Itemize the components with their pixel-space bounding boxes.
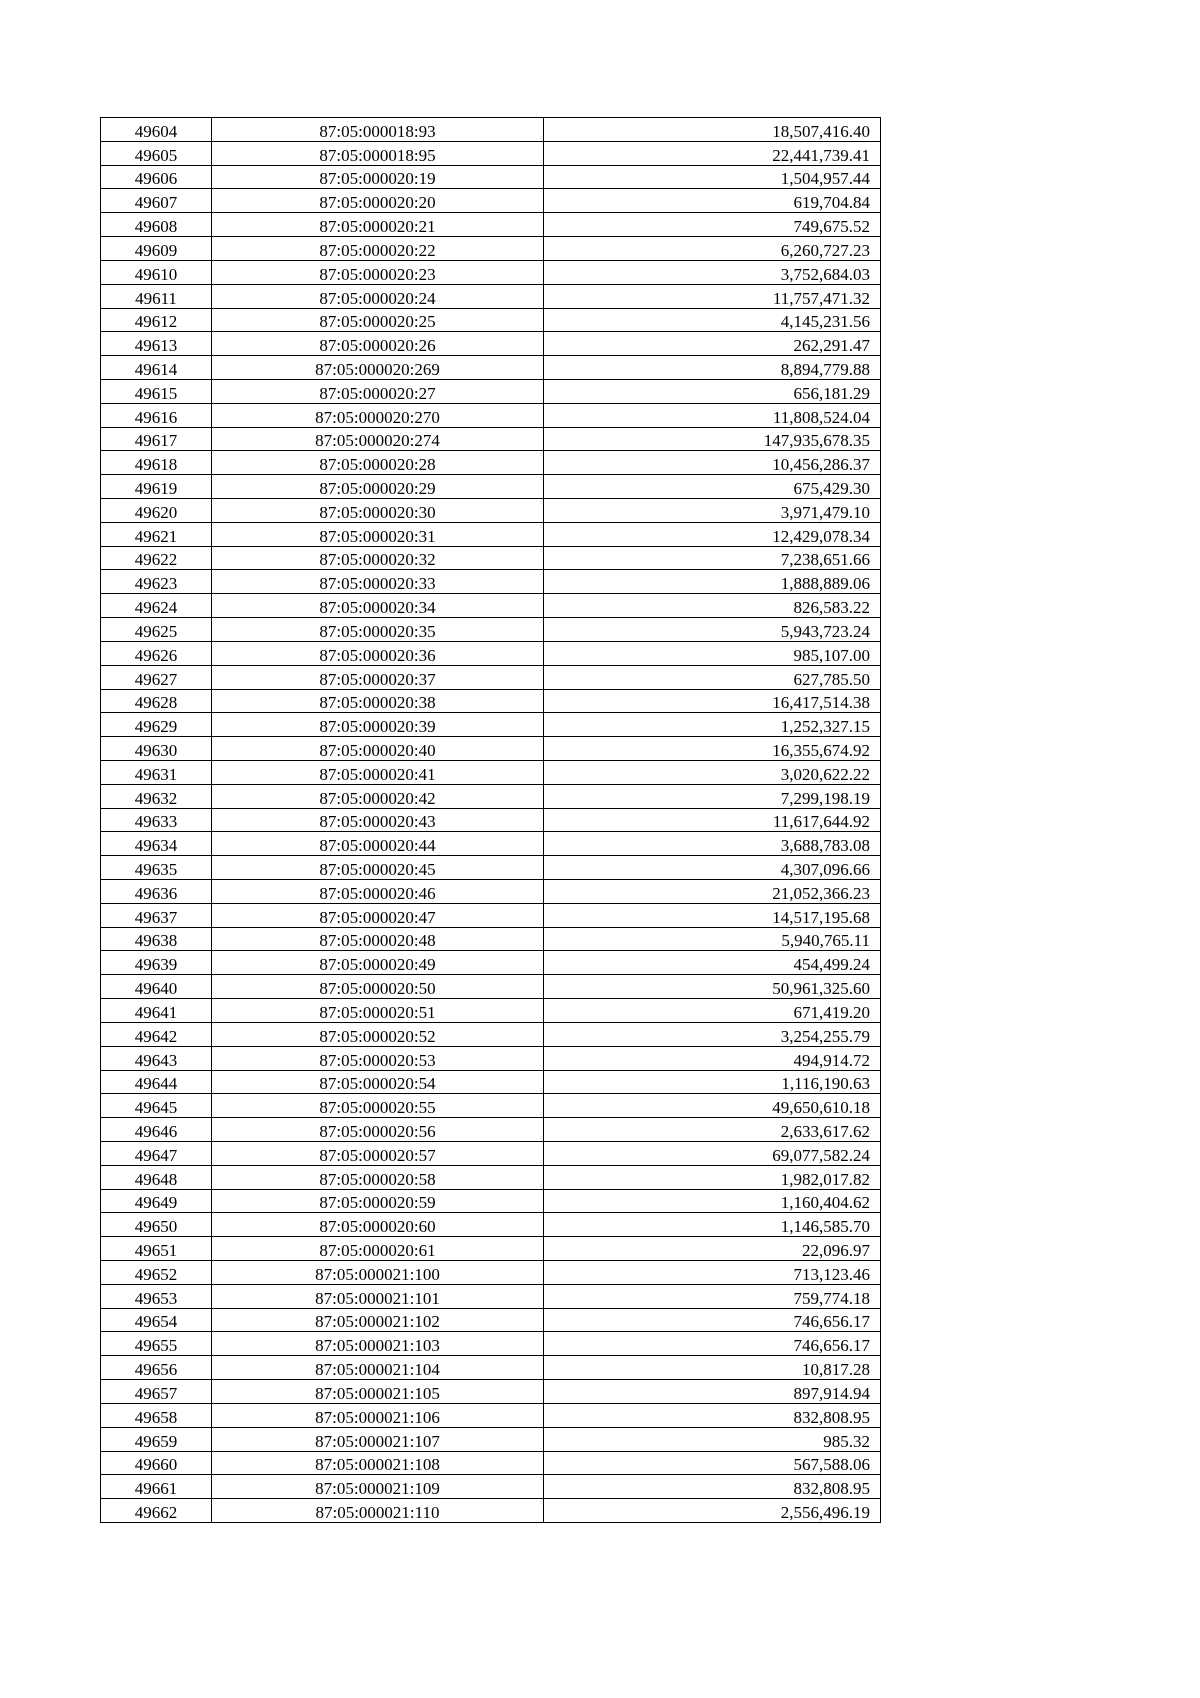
row-number-cell: 49605: [101, 141, 212, 165]
row-number-cell: 49629: [101, 713, 212, 737]
cadastral-value-cell: 16,355,674.92: [544, 737, 881, 761]
table-row: [101, 1308, 881, 1332]
table-row: [101, 1165, 881, 1189]
table-row: [101, 118, 881, 142]
cadastral-value-cell: 5,940,765.11: [544, 927, 881, 951]
row-number-cell: 49628: [101, 689, 212, 713]
cadastral-value-cell: 12,429,078.34: [544, 522, 881, 546]
cadastral-number-cell: 87:05:000020:53: [212, 1046, 544, 1070]
cadastral-value-cell: 4,307,096.66: [544, 856, 881, 880]
row-number-cell: 49654: [101, 1308, 212, 1332]
row-number-cell: 49640: [101, 975, 212, 999]
table-row: [101, 356, 881, 380]
row-number-cell: 49658: [101, 1403, 212, 1427]
row-number-cell: 49662: [101, 1499, 212, 1523]
row-number-cell: 49626: [101, 641, 212, 665]
table-row: [101, 808, 881, 832]
cadastral-value-cell: 11,808,524.04: [544, 403, 881, 427]
row-number-cell: 49623: [101, 570, 212, 594]
cadastral-number-cell: 87:05:000020:47: [212, 903, 544, 927]
table-row: [101, 760, 881, 784]
table-row: [101, 975, 881, 999]
cadastral-number-cell: 87:05:000020:24: [212, 284, 544, 308]
table-row: [101, 1451, 881, 1475]
row-number-cell: 49625: [101, 618, 212, 642]
table-row: [101, 618, 881, 642]
cadastral-value-cell: 14,517,195.68: [544, 903, 881, 927]
row-number-cell: 49613: [101, 332, 212, 356]
cadastral-number-cell: 87:05:000020:40: [212, 737, 544, 761]
table-row: [101, 284, 881, 308]
cadastral-number-cell: 87:05:000020:33: [212, 570, 544, 594]
cadastral-number-cell: 87:05:000020:59: [212, 1189, 544, 1213]
row-number-cell: 49642: [101, 1022, 212, 1046]
row-number-cell: 49645: [101, 1094, 212, 1118]
row-number-cell: 49618: [101, 451, 212, 475]
row-number-cell: 49647: [101, 1141, 212, 1165]
cadastral-value-cell: 1,504,957.44: [544, 165, 881, 189]
row-number-cell: 49632: [101, 784, 212, 808]
cadastral-value-cell: 1,160,404.62: [544, 1189, 881, 1213]
cadastral-number-cell: 87:05:000020:269: [212, 356, 544, 380]
cadastral-number-cell: 87:05:000020:25: [212, 308, 544, 332]
cadastral-value-cell: 671,419.20: [544, 999, 881, 1023]
cadastral-value-cell: 826,583.22: [544, 594, 881, 618]
row-number-cell: 49652: [101, 1261, 212, 1285]
row-number-cell: 49612: [101, 308, 212, 332]
row-number-cell: 49643: [101, 1046, 212, 1070]
cadastral-number-cell: 87:05:000020:57: [212, 1141, 544, 1165]
row-number-cell: 49651: [101, 1237, 212, 1261]
table-row: [101, 880, 881, 904]
row-number-cell: 49649: [101, 1189, 212, 1213]
table-row: [101, 641, 881, 665]
cadastral-number-cell: 87:05:000020:28: [212, 451, 544, 475]
table-row: [101, 832, 881, 856]
row-number-cell: 49610: [101, 260, 212, 284]
cadastral-number-cell: 87:05:000020:50: [212, 975, 544, 999]
cadastral-number-cell: 87:05:000021:103: [212, 1332, 544, 1356]
table-row: [101, 213, 881, 237]
cadastral-number-cell: 87:05:000021:100: [212, 1261, 544, 1285]
cadastral-value-cell: 3,752,684.03: [544, 260, 881, 284]
row-number-cell: 49609: [101, 237, 212, 261]
row-number-cell: 49657: [101, 1380, 212, 1404]
table-row: [101, 1189, 881, 1213]
cadastral-value-cell: 10,456,286.37: [544, 451, 881, 475]
row-number-cell: 49660: [101, 1451, 212, 1475]
cadastral-value-cell: 6,260,727.23: [544, 237, 881, 261]
row-number-cell: 49627: [101, 665, 212, 689]
cadastral-number-cell: 87:05:000020:61: [212, 1237, 544, 1261]
row-number-cell: 49621: [101, 522, 212, 546]
cadastral-number-cell: 87:05:000020:19: [212, 165, 544, 189]
cadastral-value-cell: 759,774.18: [544, 1284, 881, 1308]
cadastral-value-cell: 2,556,496.19: [544, 1499, 881, 1523]
cadastral-number-cell: 87:05:000020:36: [212, 641, 544, 665]
table-row: [101, 427, 881, 451]
cadastral-number-cell: 87:05:000020:43: [212, 808, 544, 832]
table-row: [101, 1118, 881, 1142]
cadastral-value-cell: 69,077,582.24: [544, 1141, 881, 1165]
row-number-cell: 49656: [101, 1356, 212, 1380]
cadastral-number-cell: 87:05:000020:23: [212, 260, 544, 284]
cadastral-value-cell: 1,982,017.82: [544, 1165, 881, 1189]
cadastral-value-cell: 627,785.50: [544, 665, 881, 689]
cadastral-value-cell: 22,441,739.41: [544, 141, 881, 165]
table-row: [101, 1141, 881, 1165]
cadastral-number-cell: 87:05:000020:56: [212, 1118, 544, 1142]
cadastral-value-cell: 746,656.17: [544, 1308, 881, 1332]
row-number-cell: 49611: [101, 284, 212, 308]
cadastral-number-cell: 87:05:000020:44: [212, 832, 544, 856]
row-number-cell: 49638: [101, 927, 212, 951]
row-number-cell: 49659: [101, 1427, 212, 1451]
cadastral-number-cell: 87:05:000020:29: [212, 475, 544, 499]
cadastral-number-cell: 87:05:000020:30: [212, 499, 544, 523]
cadastral-value-cell: 3,020,622.22: [544, 760, 881, 784]
table-row: [101, 379, 881, 403]
cadastral-number-cell: 87:05:000021:110: [212, 1499, 544, 1523]
cadastral-number-cell: 87:05:000020:46: [212, 880, 544, 904]
cadastral-number-cell: 87:05:000020:48: [212, 927, 544, 951]
row-number-cell: 49641: [101, 999, 212, 1023]
cadastral-number-cell: 87:05:000020:26: [212, 332, 544, 356]
row-number-cell: 49606: [101, 165, 212, 189]
row-number-cell: 49617: [101, 427, 212, 451]
cadastral-number-cell: 87:05:000020:41: [212, 760, 544, 784]
cadastral-value-cell: 11,757,471.32: [544, 284, 881, 308]
cadastral-value-cell: 8,894,779.88: [544, 356, 881, 380]
cadastral-value-cell: 1,252,327.15: [544, 713, 881, 737]
cadastral-value-cell: 985.32: [544, 1427, 881, 1451]
row-number-cell: 49646: [101, 1118, 212, 1142]
cadastral-value-cell: 1,146,585.70: [544, 1213, 881, 1237]
cadastral-number-cell: 87:05:000021:108: [212, 1451, 544, 1475]
cadastral-value-cell: 656,181.29: [544, 379, 881, 403]
cadastral-value-cell: 619,704.84: [544, 189, 881, 213]
table-row: [101, 1356, 881, 1380]
table-row: [101, 665, 881, 689]
cadastral-number-cell: 87:05:000020:22: [212, 237, 544, 261]
row-number-cell: 49622: [101, 546, 212, 570]
row-number-cell: 49608: [101, 213, 212, 237]
table-row: [101, 999, 881, 1023]
cadastral-number-cell: 87:05:000020:54: [212, 1070, 544, 1094]
row-number-cell: 49620: [101, 499, 212, 523]
row-number-cell: 49636: [101, 880, 212, 904]
table-row: [101, 1475, 881, 1499]
row-number-cell: 49633: [101, 808, 212, 832]
table-row: [101, 1332, 881, 1356]
row-number-cell: 49619: [101, 475, 212, 499]
cadastral-value-cell: 3,971,479.10: [544, 499, 881, 523]
table-row: [101, 737, 881, 761]
cadastral-number-cell: 87:05:000020:42: [212, 784, 544, 808]
cadastral-value-cell: 3,688,783.08: [544, 832, 881, 856]
table-row: [101, 1213, 881, 1237]
table-row: [101, 165, 881, 189]
cadastral-number-cell: 87:05:000020:60: [212, 1213, 544, 1237]
cadastral-value-cell: 49,650,610.18: [544, 1094, 881, 1118]
row-number-cell: 49604: [101, 118, 212, 142]
cadastral-value-cell: 897,914.94: [544, 1380, 881, 1404]
cadastral-number-cell: 87:05:000021:106: [212, 1403, 544, 1427]
cadastral-value-cell: 749,675.52: [544, 213, 881, 237]
cadastral-value-cell: 16,417,514.38: [544, 689, 881, 713]
cadastral-value-cell: 7,238,651.66: [544, 546, 881, 570]
cadastral-number-cell: 87:05:000020:35: [212, 618, 544, 642]
table-row: [101, 689, 881, 713]
cadastral-number-cell: 87:05:000020:45: [212, 856, 544, 880]
table-row: [101, 522, 881, 546]
cadastral-value-cell: 713,123.46: [544, 1261, 881, 1285]
cadastral-value-cell: 1,888,889.06: [544, 570, 881, 594]
cadastral-number-cell: 87:05:000021:109: [212, 1475, 544, 1499]
cadastral-number-cell: 87:05:000020:55: [212, 1094, 544, 1118]
cadastral-value-cell: 567,588.06: [544, 1451, 881, 1475]
cadastral-number-cell: 87:05:000020:39: [212, 713, 544, 737]
table-row: [101, 594, 881, 618]
table-row: [101, 141, 881, 165]
table-row: [101, 856, 881, 880]
row-number-cell: 49655: [101, 1332, 212, 1356]
cadastral-value-cell: 454,499.24: [544, 951, 881, 975]
cadastral-number-cell: 87:05:000018:95: [212, 141, 544, 165]
cadastral-value-cell: 10,817.28: [544, 1356, 881, 1380]
row-number-cell: 49630: [101, 737, 212, 761]
cadastral-value-cell: 22,096.97: [544, 1237, 881, 1261]
table-row: [101, 1284, 881, 1308]
row-number-cell: 49631: [101, 760, 212, 784]
table-row: [101, 784, 881, 808]
table-row: [101, 1094, 881, 1118]
table-row: [101, 927, 881, 951]
cadastral-value-cell: 11,617,644.92: [544, 808, 881, 832]
cadastral-number-cell: 87:05:000020:52: [212, 1022, 544, 1046]
table-row: [101, 189, 881, 213]
cadastral-value-cell: 7,299,198.19: [544, 784, 881, 808]
row-number-cell: 49653: [101, 1284, 212, 1308]
row-number-cell: 49635: [101, 856, 212, 880]
table-row: [101, 1070, 881, 1094]
table-row: [101, 332, 881, 356]
table-row: [101, 570, 881, 594]
cadastral-number-cell: 87:05:000020:31: [212, 522, 544, 546]
cadastral-value-cell: 985,107.00: [544, 641, 881, 665]
cadastral-value-cell: 262,291.47: [544, 332, 881, 356]
row-number-cell: 49634: [101, 832, 212, 856]
cadastral-value-cell: 5,943,723.24: [544, 618, 881, 642]
cadastral-value-cell: 675,429.30: [544, 475, 881, 499]
cadastral-value-cell: 746,656.17: [544, 1332, 881, 1356]
cadastral-value-table: [100, 117, 881, 1523]
cadastral-number-cell: 87:05:000020:51: [212, 999, 544, 1023]
row-number-cell: 49615: [101, 379, 212, 403]
row-number-cell: 49639: [101, 951, 212, 975]
cadastral-number-cell: 87:05:000021:104: [212, 1356, 544, 1380]
cadastral-value-cell: 3,254,255.79: [544, 1022, 881, 1046]
cadastral-value-cell: 494,914.72: [544, 1046, 881, 1070]
table-row: [101, 1022, 881, 1046]
table-row: [101, 237, 881, 261]
table-row: [101, 1046, 881, 1070]
table-row: [101, 260, 881, 284]
row-number-cell: 49648: [101, 1165, 212, 1189]
cadastral-number-cell: 87:05:000018:93: [212, 118, 544, 142]
table-row: [101, 546, 881, 570]
row-number-cell: 49650: [101, 1213, 212, 1237]
table-row: [101, 951, 881, 975]
table-row: [101, 1380, 881, 1404]
cadastral-number-cell: 87:05:000020:270: [212, 403, 544, 427]
table-row: [101, 499, 881, 523]
table-row: [101, 1403, 881, 1427]
table-row: [101, 1261, 881, 1285]
cadastral-number-cell: 87:05:000021:105: [212, 1380, 544, 1404]
cadastral-value-cell: 2,633,617.62: [544, 1118, 881, 1142]
table-row: [101, 308, 881, 332]
table-row: [101, 903, 881, 927]
row-number-cell: 49616: [101, 403, 212, 427]
cadastral-number-cell: 87:05:000020:37: [212, 665, 544, 689]
cadastral-number-cell: 87:05:000020:49: [212, 951, 544, 975]
cadastral-number-cell: 87:05:000020:274: [212, 427, 544, 451]
cadastral-number-cell: 87:05:000020:21: [212, 213, 544, 237]
row-number-cell: 49624: [101, 594, 212, 618]
table-row: [101, 403, 881, 427]
row-number-cell: 49607: [101, 189, 212, 213]
row-number-cell: 49614: [101, 356, 212, 380]
table-row: [101, 451, 881, 475]
row-number-cell: 49644: [101, 1070, 212, 1094]
cadastral-value-cell: 832,808.95: [544, 1403, 881, 1427]
cadastral-value-cell: 21,052,366.23: [544, 880, 881, 904]
cadastral-number-cell: 87:05:000020:34: [212, 594, 544, 618]
cadastral-value-cell: 147,935,678.35: [544, 427, 881, 451]
cadastral-value-cell: 4,145,231.56: [544, 308, 881, 332]
cadastral-value-cell: 50,961,325.60: [544, 975, 881, 999]
cadastral-number-cell: 87:05:000020:58: [212, 1165, 544, 1189]
cadastral-number-cell: 87:05:000020:32: [212, 546, 544, 570]
table-row: [101, 1427, 881, 1451]
cadastral-value-cell: 18,507,416.40: [544, 118, 881, 142]
cadastral-number-cell: 87:05:000021:101: [212, 1284, 544, 1308]
cadastral-value-cell: 1,116,190.63: [544, 1070, 881, 1094]
row-number-cell: 49637: [101, 903, 212, 927]
cadastral-number-cell: 87:05:000021:102: [212, 1308, 544, 1332]
table-row: [101, 713, 881, 737]
table-row: [101, 1499, 881, 1523]
table-row: [101, 1237, 881, 1261]
table-body: [101, 118, 881, 1523]
table-row: [101, 475, 881, 499]
cadastral-number-cell: 87:05:000020:38: [212, 689, 544, 713]
cadastral-value-cell: 832,808.95: [544, 1475, 881, 1499]
cadastral-number-cell: 87:05:000020:20: [212, 189, 544, 213]
row-number-cell: 49661: [101, 1475, 212, 1499]
cadastral-number-cell: 87:05:000021:107: [212, 1427, 544, 1451]
cadastral-number-cell: 87:05:000020:27: [212, 379, 544, 403]
